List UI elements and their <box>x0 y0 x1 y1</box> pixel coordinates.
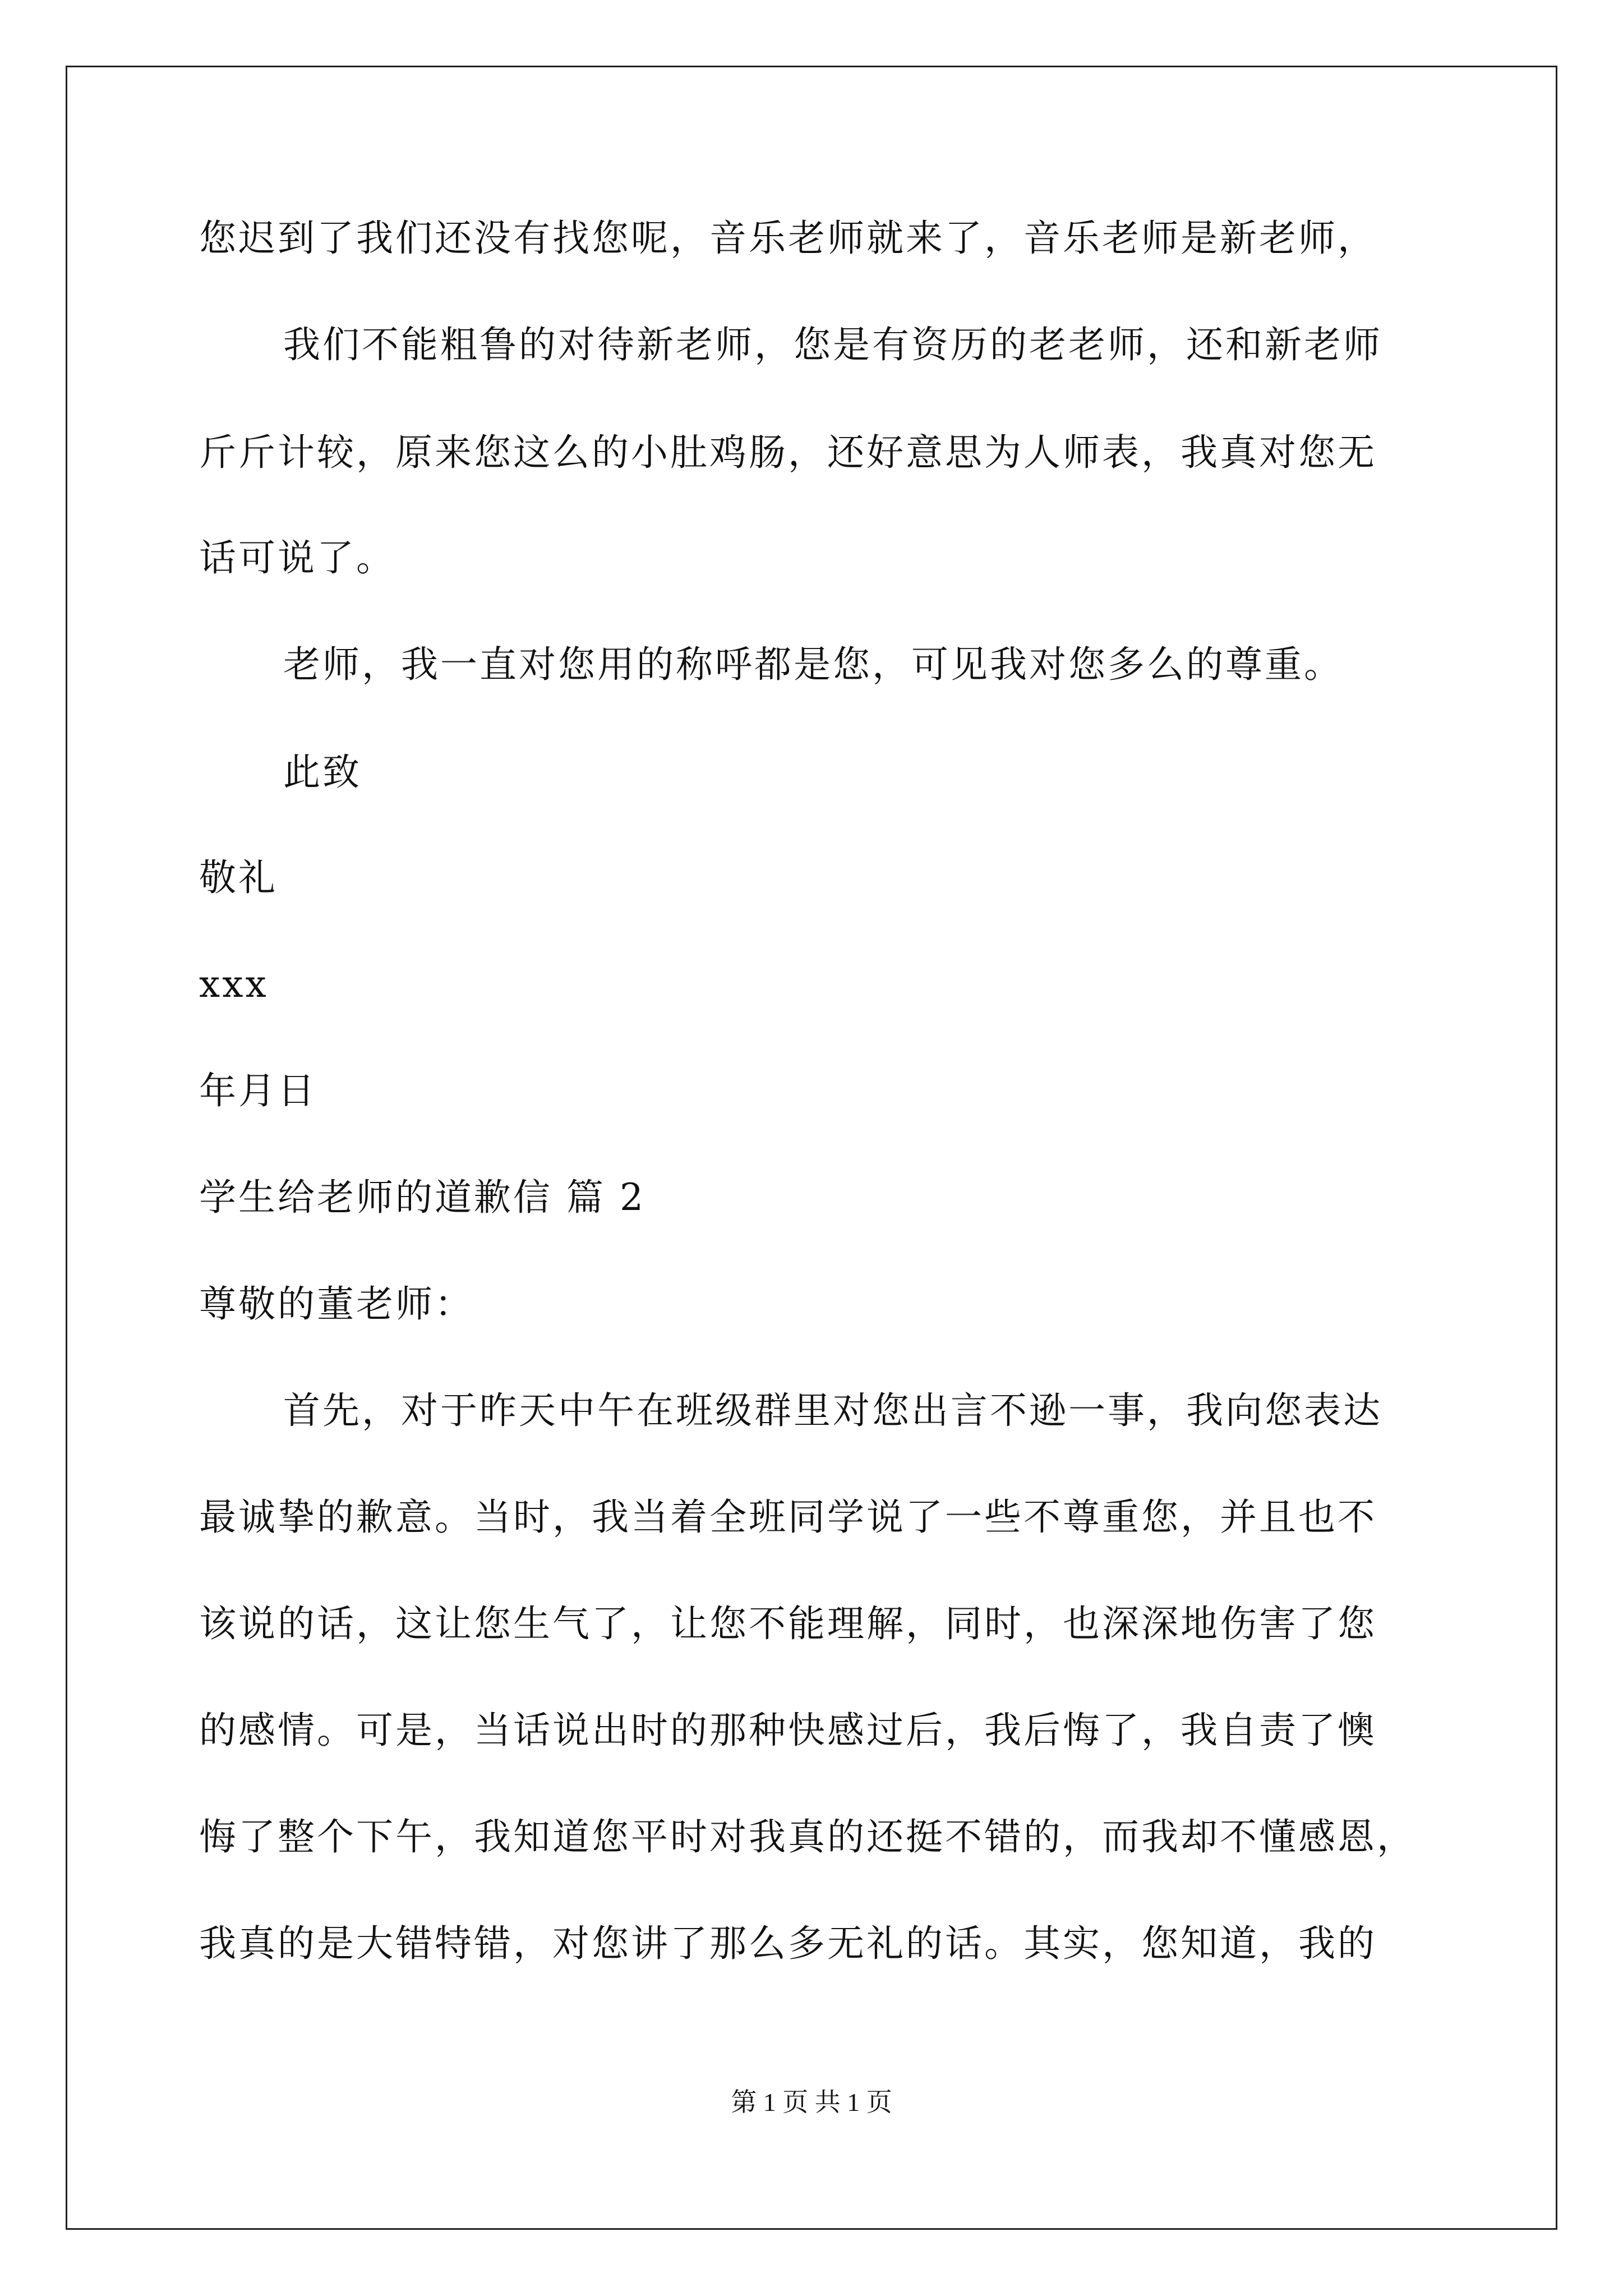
text-line: 您迟到了我们还没有找您呢，音乐老师就来了，音乐老师是新老师， <box>199 217 1377 260</box>
page-footer: 第 1 页 共 1 页 <box>731 2088 892 2116</box>
signature: xxx <box>199 963 269 1006</box>
text-line: 最诚挚的歉意。当时，我当着全班同学说了一些不尊重您，并且也不 <box>199 1496 1377 1539</box>
text-line: 的感情。可是，当话说出时的那种快感过后，我后悔了，我自责了懊 <box>199 1709 1377 1752</box>
text-line: 我们不能粗鲁的对待新老师，您是有资历的老老师，还和新老师 <box>283 323 1382 366</box>
text-line: 斤斤计较，原来您这么的小肚鸡肠，还好意思为人师表，我真对您无 <box>199 431 1377 474</box>
text-line: 该说的话，这让您生气了，让您不能理解，同时，也深深地伤害了您 <box>199 1602 1377 1645</box>
page-border <box>66 66 1557 2230</box>
date-line: 年月日 <box>199 1069 317 1112</box>
greeting: 尊敬的董老师： <box>199 1282 474 1326</box>
text-line: 我真的是大错特错，对您讲了那么多无礼的话。其实，您知道，我的 <box>199 1922 1377 1965</box>
text-line: 老师，我一直对您用的称呼都是您，可见我对您多么的尊重。 <box>283 643 1343 686</box>
text-line: 悔了整个下午，我知道您平时对我真的还挺不错的，而我却不懂感恩， <box>199 1815 1416 1858</box>
closing-regards: 敬礼 <box>199 856 278 899</box>
section-title: 学生给老师的道歉信 篇 2 <box>199 1176 645 1219</box>
text-line: 话可说了。 <box>199 536 395 579</box>
closing-salutation: 此致 <box>283 751 362 794</box>
text-line: 首先，对于昨天中午在班级群里对您出言不逊一事，我向您表达 <box>283 1389 1382 1432</box>
